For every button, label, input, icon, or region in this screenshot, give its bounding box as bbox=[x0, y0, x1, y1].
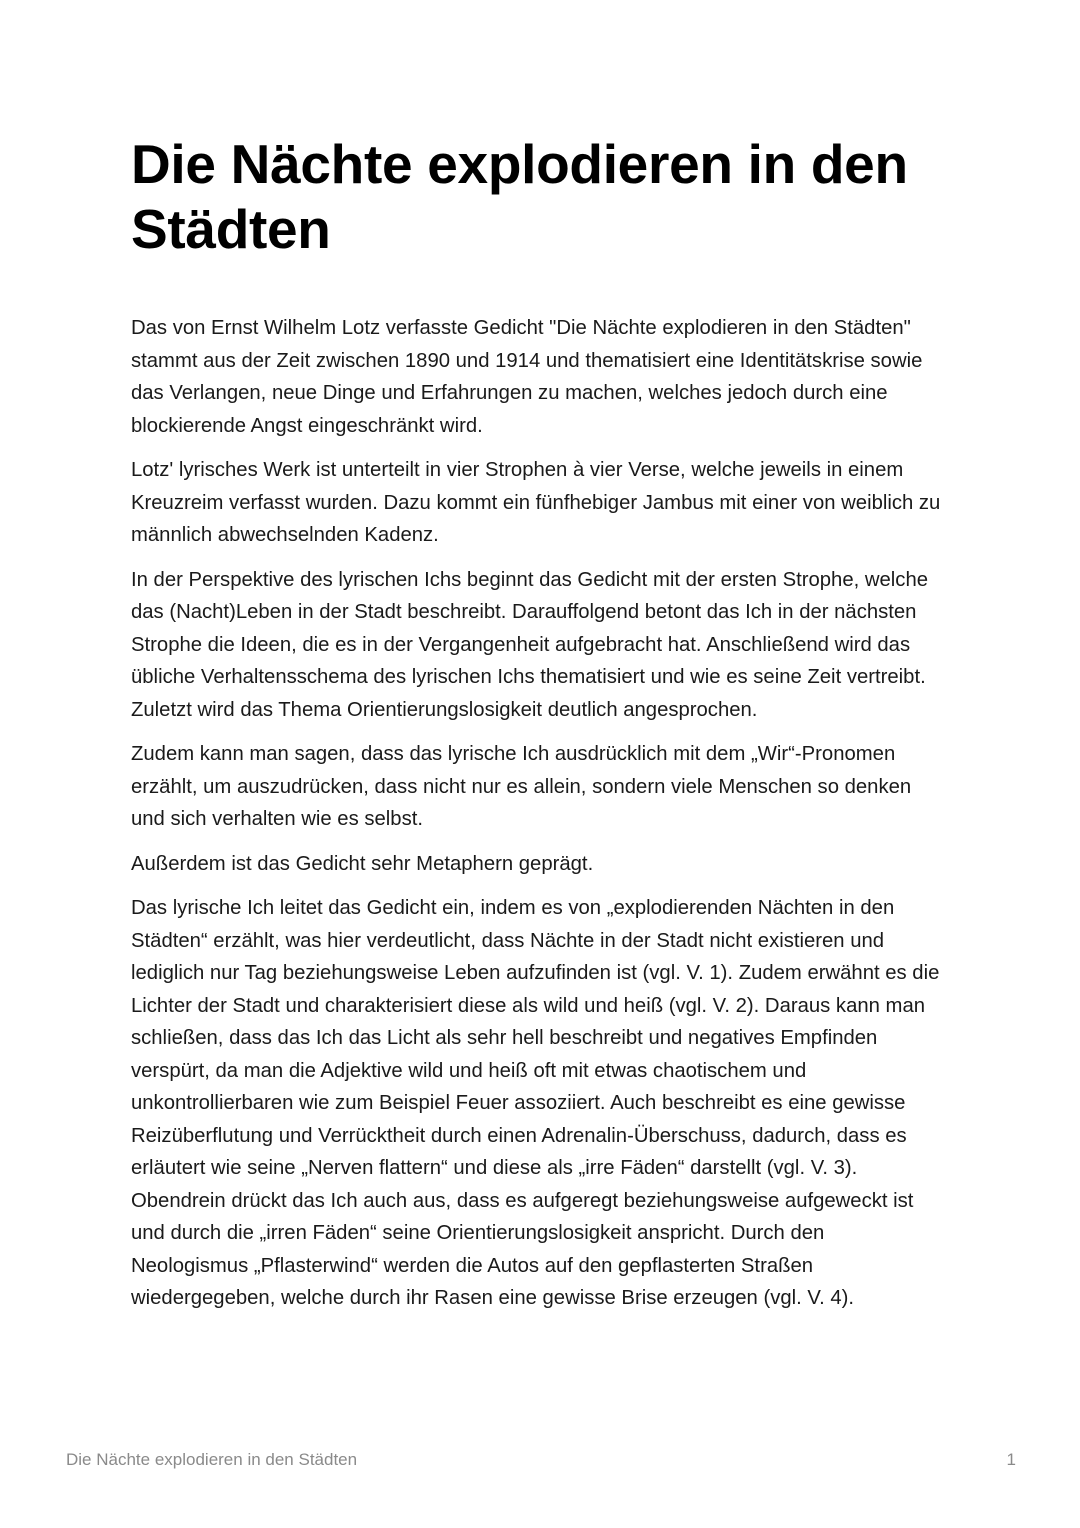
paragraph-form: Lotz' lyrisches Werk ist unterteilt in vier Strophen à vier Verse, welche jeweils in einem Kreuzreim verfasst wurden. Dazu kommt ein fünfhebiger Jambus mit einer von weiblich zu männlich abwechselnden Kadenz. bbox=[131, 459, 941, 546]
paragraph-perspective: Zudem kann man sagen, dass das lyrische Ich ausdrücklich mit dem „Wir“-Pronomen erzählt, um auszudrücken, dass nicht nur es allein, sondern viele Menschen so denken und sich verhalten wie es selbst. bbox=[131, 743, 912, 830]
page-title: Die Nächte explodieren in den Städten bbox=[131, 133, 908, 260]
paragraph-metaphors: Außerdem ist das Gedicht sehr Metaphern geprägt. bbox=[131, 852, 594, 875]
paragraph-analysis: Das lyrische Ich leitet das Gedicht ein, indem es von „explodierenden Nächten in den Städten“ erzählt, was hier verdeutlicht, dass Nächte in der Stadt nicht existieren und lediglich nur Tag beziehungsweise Leben aufzufinden ist (vgl. V. 1). Zudem erwähnt es die Lichter der Stadt und charakterisiert diese als wild und heiß (vgl. V. 2). Daraus kann man schließen, dass das Ich das Licht als sehr hell beschreibt und negatives Empfinden verspürt, da man die Adjektive wild und heiß oft mit etwas chaotischem und unkontrollierbaren wie zum Beispiel Feuer assoziiert. Auch beschreibt es eine gewisse Reizüberflutung und Verrücktheit durch einen Adrenalin-Überschuss, dadurch, dass es erläutert wie seine „Nerven flattern“ und diese als „irre Fäden“ darstellt (vgl. V. 3). Obendrein drückt das Ich auch aus, dass es aufgeregt beziehungsweise aufgeweckt ist und durch die „irren Fäden“ seine Orientierungslosigkeit anspricht. Durch den Neologismus „Pflasterwind“ werden die Autos auf den gepflasterten Straßen wiedergegeben, welche durch ihr Rasen eine gewisse Brise erzeugen (vgl. V. 4). bbox=[131, 897, 940, 1309]
page-footer bbox=[66, 1449, 1016, 1471]
document-body bbox=[131, 132, 946, 1327]
paragraph-structure: In der Perspektive des lyrischen Ichs beginnt das Gedicht mit der ersten Strophe, welche das (Nacht)Leben in der Stadt beschreibt. Darauffolgend betont das Ich in der nächsten Strophe die Ideen, die es in der Vergangenheit aufgebracht hat. Anschließend wird das übliche Verhaltensschema des lyrischen Ichs thematisiert und wie es seine Zeit vertreibt. Zuletzt wird das Thema Orientierungslosigkeit deutlich angesprochen. bbox=[131, 568, 929, 721]
footer-page-number: 1 bbox=[1006, 1450, 1016, 1469]
paragraph-intro: Das von Ernst Wilhelm Lotz verfasste Gedicht "Die Nächte explodieren in den Städten" stammt aus der Zeit zwischen 1890 und 1914 und thematisiert eine Identitätskrise sowie das Verlangen, neue Dinge und Erfahrungen zu machen, welches jedoch durch eine blockierende Angst eingeschränkt wird. bbox=[131, 317, 923, 437]
footer-document-title: Die Nächte explodieren in den Städten bbox=[66, 1450, 358, 1469]
